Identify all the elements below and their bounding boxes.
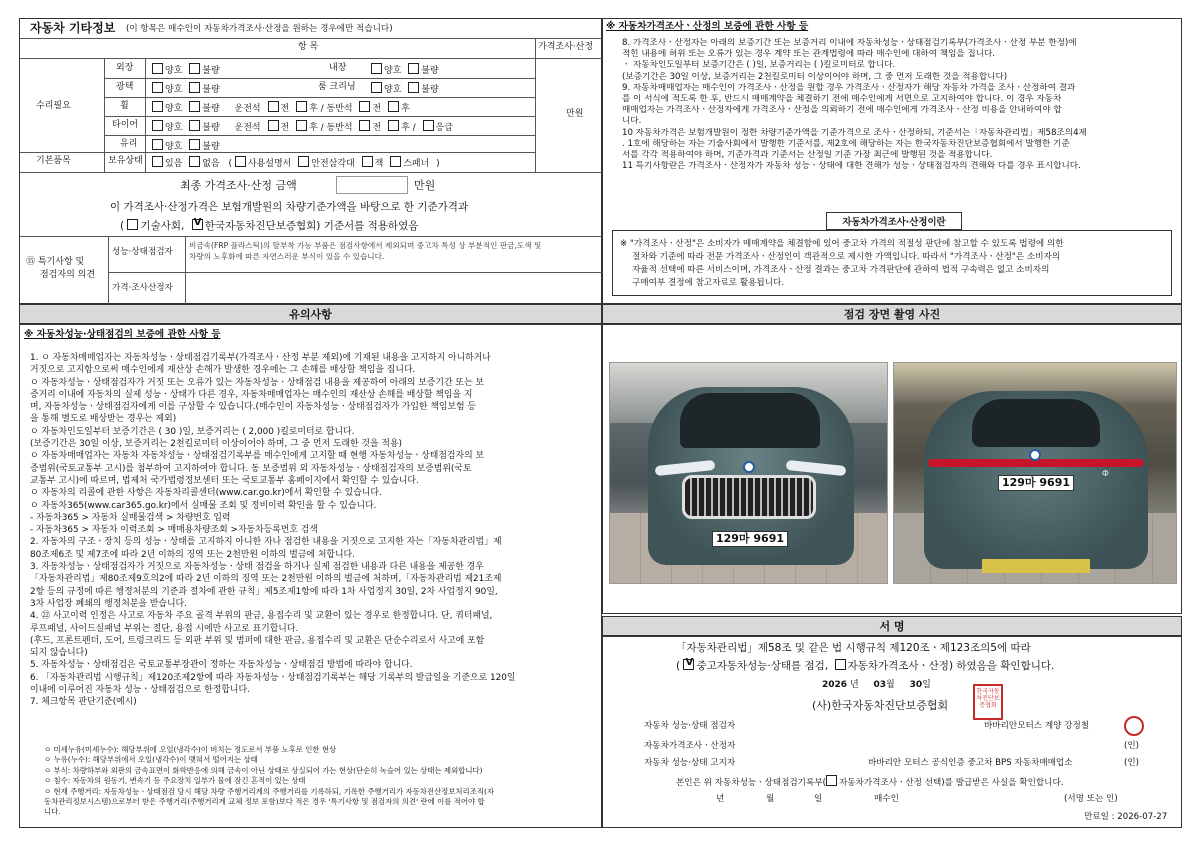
photos-header: 점검 장면 촬영 사진: [602, 304, 1182, 324]
tire-good-checkbox[interactable]: [152, 120, 163, 131]
price-guarantee-text: 8. 가격조사ㆍ산정자는 아래의 보증기간 또는 보증거리 이내에 자동차성능ㆍ상태점검기록부(가격조사ㆍ산정 부분 한정)에 적힌 내용에 허위 또는 오류가 있는 경우 계약 또는 관계법령에 따라 매수인에 대하여 책임을 집니다. ㆍ 자동차인도일부터 보증기간은 ( )일, 보증거리는 ( )킬로미터로 합니다. (보증기간은 30일 이상, 보증거리는 2천킬로미터 이상이어야 하며, 그 중 먼저 도래한 것을 적용합니다) 9. 자동차매매업자는 매수인이 가격조사ㆍ산정을 원할 경우 가격조사ㆍ산정자가 해당 자동차 가격을 조사ㆍ산정하여 결과 를 이 서식에 적도록 한 후, 반드시 매매계약을 체결하기 전에 매수인에게 서면으로 고지하여야 합니다. 이 경우 자동차 매매업자는 가격조사ㆍ산정자에게 가격조사ㆍ산정을 의뢰하기 전에 매수인에게 가격조사ㆍ산정 비용을 안내하여야 합 니다. 10 자동차가격은 보험개발원이 정한 차량기준가액을 기준가격으로 조사ㆍ산정하되, 기준서는「자동차관리법」제58조의4제 . 1호에 해당하는 자는 기술사회에서 발행한 기준서를, 제2호에 해당하는 자는 한국자동차진단보증협회에서 발행한 기준 서를 각각 적용하여야 하며, 기준가격과 기준서는 산정일 기준 가장 최근에 발행된 것을 적용합니다. 11 특기사항란은 가격조사ㆍ산정자가 자동차 성능ㆍ상태에 대한 견해가 성능ㆍ상태점검자의 견해와 다를 경우 표시합니다.: [622, 38, 1087, 172]
row-exterior-label: 외장: [116, 63, 134, 73]
condition-check-checkbox[interactable]: [683, 659, 694, 670]
row-wheel-label: 휠: [120, 101, 129, 111]
gloss-bad-checkbox[interactable]: [189, 82, 200, 93]
repair-label: 수리필요: [36, 101, 71, 111]
manual-checkbox[interactable]: [235, 156, 246, 167]
tire-emergency-checkbox[interactable]: [423, 120, 434, 131]
notice-header: 유의사항: [19, 304, 602, 324]
wheel-passenger-rear-checkbox[interactable]: [388, 101, 399, 112]
row-interior-label: 내장: [329, 63, 347, 73]
wheel-bad-checkbox[interactable]: [189, 101, 200, 112]
row-room-label: 룸 크리닝: [318, 82, 356, 92]
notifier-label: 자동차 성능·상태 고지자: [644, 758, 736, 768]
interior-options: 양호 불량: [371, 63, 439, 76]
price-guarantee-title: ※ 자동차가격조사ㆍ산정의 보증에 관한 사항 등: [606, 21, 809, 32]
final-price-unit: 만원: [414, 179, 436, 192]
glass-bad-checkbox[interactable]: [189, 139, 200, 150]
final-price-input[interactable]: [336, 176, 408, 194]
final-price-label: 최종 가격조사·산정 금액: [180, 179, 297, 192]
inspector-seal: [1124, 716, 1144, 736]
inspector-label: 자동차 성능·상태 점검자: [644, 721, 736, 731]
front-car-photo: [609, 362, 888, 584]
price-inspector-label: 가격·조사산정자: [112, 283, 173, 293]
notifier-name: 바바리안 모터스 공식인증 중고차 BPS 자동차매매업소: [868, 758, 1073, 768]
bmw-logo-rear: [1029, 449, 1041, 461]
signature-header: 서 명: [602, 616, 1182, 636]
room-options: 양호 불량: [371, 82, 439, 95]
basic-options: 있음 없음 ( 사용설명서 안전삼각대 잭 스패너 ): [152, 156, 440, 169]
exterior-good-checkbox[interactable]: [152, 63, 163, 74]
price-inspector-sign-label: 자동차가격조사ㆍ산정자: [644, 741, 736, 751]
price-definition-text: ※ "가격조사ㆍ산정"은 소비자가 매매계약을 체결함에 있어 중고차 가격의 적절성 판단에 참고할 수 있도록 법령에 의한 절차와 기준에 따라 전문 가격조사ㆍ산정인이 객관적으로 제시한 가액입니다. 따라서 "가격조사ㆍ산정"은 소비자의 자율적 선택에 따른 서비스이며, 가격조사ㆍ산정 결과는 중고차 가격판단에 관하여 법적 구속력은 없고 소비자의 구매여부 결정에 참고자료로 활용됩니다.: [620, 239, 1064, 288]
tire-driver-rear-checkbox[interactable]: [296, 120, 307, 131]
sign-organization: (사)한국자동차진단보증협회: [812, 699, 949, 712]
triangle-checkbox[interactable]: [298, 156, 309, 167]
buyer-date-year: 년: [716, 794, 725, 804]
notice-text: 1. ㅇ 자동차매매업자는 자동차성능ㆍ상태점검기록부(가격조사ㆍ산정 부분 제외)에 기재된 내용을 고지하지 아니하거나 거짓으로 고지함으로써 매수인에게 재산상 손해가 발생한 경우에는 그 손해를 배상할 책임을 집니다. ㅇ 자동차성능ㆍ상태점검자가 거짓 또는 오류가 있는 자동차성능ㆍ상태점검 내용을 제공하여 아래의 보증기간 또는 보 증거리 이내에 자동차의 실제 성능ㆍ상태가 다른 경우, 자동차매매업자는 매수인의 재산상 손해를 배상할 책임을 지 며, 자동차성능ㆍ상태점검자에게 이를 구상할 수 있습니다.(매수인이 자동차성능ㆍ상태점검자가 가입한 책임보험 등 을 통해 별도로 배상받는 경우는 제외) ㅇ 자동차인도일부터 보증기간은 ( 30 )일, 보증거리는 ( 2,000 )킬로미터로 합니다. (보증기간은 30일 이상, 보증거리는 2천킬로미터 이상이어야 하며, 그 중 먼저 도래한 것을 적용) ㅇ 자동차매매업자는 자동차 자동차성능ㆍ상태점검기록부를 매수인에게 고지할 때 현행 자동차성능ㆍ상태점검자의 보 증범위(국토교통부 고시)를 첨부하여 고지하여야 합니다. 동 보증범위 외 자동차성능ㆍ상태점검자의 보증범위(국토 교통부 고시)에 따르며, 법제처 국가법령정보센터 또는 국토교통부 홈페이지에서 확인할 수 있습니다. ㅇ 자동차의 리콜에 관한 사항은 자동차리콜센터(www.car.go.kr)에서 확인할 수 있습니다. ㅇ 자동차365(www.car365.go.kr)에서 실매물 조회 및 정비이력 확인을 할 수 있습니다. - 자동차365 > 자동차 실매물검색 > 차량번호 입력 - 자동차365 > 자동차 이력조회 > 매매용차량조회 >자동차등록번호 검색 2. 자동차의 구조ㆍ장치 등의 성능ㆍ상태를 고지하지 아니한 자나 점검한 내용을 거짓으로 고지한 자는「자동차관리법」제 80조제6조 및 제7조에 따라 2년 이하의 징역 또는 2천만원 이하의 벌금에 처합니다. 3. 자동차성능ㆍ상태점검자가 거짓으로 자동차성능ㆍ상태 점검을 하거나 실제 점검한 내용과 다른 내용을 제공한 경우 「자동차관리법」제80조제9호의2에 따라 2년 이하의 징역 또는 2천만원 이하의 벌금에 처하며,「자동차관리법 제21조제 2항 등의 규정에 따른 행정처분의 기준과 절차에 관한 규칙」제5조제1항에 따라 1차 사업정지 30일, 2차 사업정지 90일, 3차 사업장 폐쇄의 행정처분을 받습니다. 4. ㉒ 사고이력 인정은 사고로 자동차 주요 골격 부위의 판금, 용접수리 및 교환이 있는 경우로 한정합니다. 단, 쿼터패널, 루프패널, 사이드실패널 부위는 절단, 용접 시에만 사고로 표기합니다. (후드, 프론트펜더, 도어, 트렁크리드 등 외판 부위 및 범퍼에 대한 판금, 용접수리 및 교환은 단순수리로서 사고에 포함 되지 않습니다) 5. 자동차성능ㆍ상태점검은 국토교통부장관이 정하는 자동차성능ㆍ상태점검 방법에 따라야 합니다. 6. 「자동차관리법 시행규칙」제120조제2항에 따라 자동차성능ㆍ상태점검기록부는 해당 기록부의 발급일을 기준으로 120일 이내에 이루어진 자동차 성능ㆍ상태점검으로 한정합니다. 7. 체크항목 판단기준(예시): [30, 353, 516, 708]
kadia-checkbox[interactable]: [192, 219, 203, 230]
rear-car-photo: [893, 362, 1177, 584]
col-price-header: 가격조사·산정: [538, 42, 594, 52]
glass-good-checkbox[interactable]: [152, 139, 163, 150]
sign-confirm-line: ( V중고자동차성능·상태를 점검, 자동차가격조사ㆍ산정) 하였음을 확인합니다.: [676, 659, 1054, 672]
interior-bad-checkbox[interactable]: [408, 63, 419, 74]
expiry-date: 만료일 : 2026-07-27: [1084, 812, 1168, 822]
tire-bad-checkbox[interactable]: [189, 120, 200, 131]
tire-options: 양호 불량 운전석 전 후 / 동반석 전 후 / 응급: [152, 120, 453, 133]
rear-plate: 129마 9691: [998, 475, 1074, 491]
perf-inspector-label: 성능·상태점검자: [112, 247, 173, 257]
sign-law-line: 「자동차관리법」제58조 및 같은 법 시행규칙 제120조ㆍ제123조의5에 따라: [676, 642, 1031, 654]
check-criteria-text: ㅇ 미세누유(미세누수): 해당부위에 오일(냉각수)이 비치는 정도로서 부품 노후로 인한 현상 ㅇ 누유(누수): 해당부위에서 오일(냉각수)이 맺혀서 떨어지는 상태 ㅇ 부식: 차량하부와 외판의 금속표면이 화학반응에 의해 금속이 아닌 상태로 상실되어 가는 현상(단순히 녹슬어 있는 상태는 제외합니다) ㅇ 침수: 자동차의 원동기, 변속기 등 주요장치 일부가 물에 잠긴 흔적이 있는 상태 ㅇ 현재 주행거리: 자동차성능ㆍ상태점검 당시 해당 차량 주행거리계의 주행거리를 기록하되, 기록한 주행거리가 자동차전산정보처리조직(자 동차관리정보시스템)으로부터 받은 주행거리(주행거리계 교체 정보 포함)보다 적은 경우 '특기사항 및 점검자의 의견' 란에 이를 적어야 합 니다.: [44, 745, 495, 817]
buyer-label: 매수인: [874, 794, 899, 804]
gloss-options: 양호 불량: [152, 82, 220, 95]
basic-status-label: 보유상태: [108, 156, 143, 166]
perf-text-1: 비금속(FRP 플라스틱)의 탈부착 가능 부품은 점검사항에서 제외되며 중고차 특성 상 부분적인 판금,도색 및: [189, 241, 542, 250]
windshield: [680, 393, 820, 448]
gloss-good-checkbox[interactable]: [152, 82, 163, 93]
interior-good-checkbox[interactable]: [371, 63, 382, 74]
room-good-checkbox[interactable]: [371, 82, 382, 93]
row-gloss-label: 광택: [116, 82, 134, 92]
wheel-driver-front-checkbox[interactable]: [268, 101, 279, 112]
special-label-2: 점검자의 의견: [40, 270, 96, 280]
glass-options: 양호 불량: [152, 139, 220, 152]
col-item-header: 항 목: [298, 42, 319, 52]
extra-info-note: (이 항목은 매수인이 자동차가격조사·산정을 원하는 경우에만 적습니다): [126, 24, 393, 34]
wheel-passenger-front-checkbox[interactable]: [359, 101, 370, 112]
row-glass-label: 유리: [120, 139, 138, 149]
buyer-signature: (서명 또는 인): [1064, 794, 1118, 804]
notice-title: ※ 자동차성능·상태점검의 보증에 관한 사항 등: [24, 329, 221, 340]
wheel-driver-rear-checkbox[interactable]: [296, 101, 307, 112]
organization-stamp: 한국자동차진단보증협회: [973, 684, 1003, 720]
jack-checkbox[interactable]: [362, 156, 373, 167]
extra-info-title: 자동차 기타정보: [30, 21, 116, 35]
buyer-date-day: 일: [814, 794, 823, 804]
row-tire-label: 타이어: [112, 120, 139, 130]
price-check-checkbox[interactable]: [835, 659, 846, 670]
sign-date: 2026 년 03월 30일: [822, 680, 931, 690]
roller-bar: [982, 559, 1090, 573]
spanner-checkbox[interactable]: [390, 156, 401, 167]
kidney-grille: [682, 475, 816, 519]
price-inspector-seal: (인): [1124, 741, 1140, 751]
room-bad-checkbox[interactable]: [408, 82, 419, 93]
buyer-date-month: 월: [766, 794, 775, 804]
basis-line2: ( 기술사회, V 한국자동차진단보증협회) 기준서를 적용하였음: [120, 219, 418, 232]
wheel-options: 양호 불량 운전석 전 후 / 동반석 전 후: [152, 101, 410, 114]
tire-passenger-rear-checkbox[interactable]: [388, 120, 399, 131]
wheel-good-checkbox[interactable]: [152, 101, 163, 112]
exterior-bad-checkbox[interactable]: [189, 63, 200, 74]
tire-passenger-front-checkbox[interactable]: [359, 120, 370, 131]
notifier-seal: (인): [1124, 758, 1140, 768]
buyer-price-checkbox[interactable]: [826, 775, 837, 786]
perf-text-2: 차량의 노후화에 따른 자연스러운 부식이 있을 수 있습니다.: [189, 252, 385, 261]
rear-window: [972, 399, 1100, 447]
engineer-checkbox[interactable]: [127, 219, 138, 230]
front-plate: 129마 9691: [712, 531, 788, 547]
basis-line1: 이 가격조사·산정가격은 보험개발원의 차량기준가액을 바탕으로 한 기준가격과: [110, 201, 469, 213]
model-badge: Ф: [1102, 469, 1109, 478]
inspector-name: 바바리안모터스 계양 강정철: [984, 721, 1090, 731]
tire-driver-front-checkbox[interactable]: [268, 120, 279, 131]
bmw-logo-front: [743, 461, 755, 473]
none-checkbox[interactable]: [189, 156, 200, 167]
exterior-options: 양호 불량: [152, 63, 220, 76]
price-definition-title: 자동차가격조사·산정이란: [826, 212, 962, 230]
has-checkbox[interactable]: [152, 156, 163, 167]
buyer-confirm: 본인은 위 자동차성능ㆍ상태점검기록부( 자동차가격조사ㆍ산정 선택)를 발급받은 사실을 확인합니다.: [676, 775, 1064, 788]
special-label-1: ⑮ 특기사항 및: [26, 257, 85, 267]
price-won: 만원: [566, 109, 584, 119]
basic-label: 기본품목: [36, 156, 71, 166]
